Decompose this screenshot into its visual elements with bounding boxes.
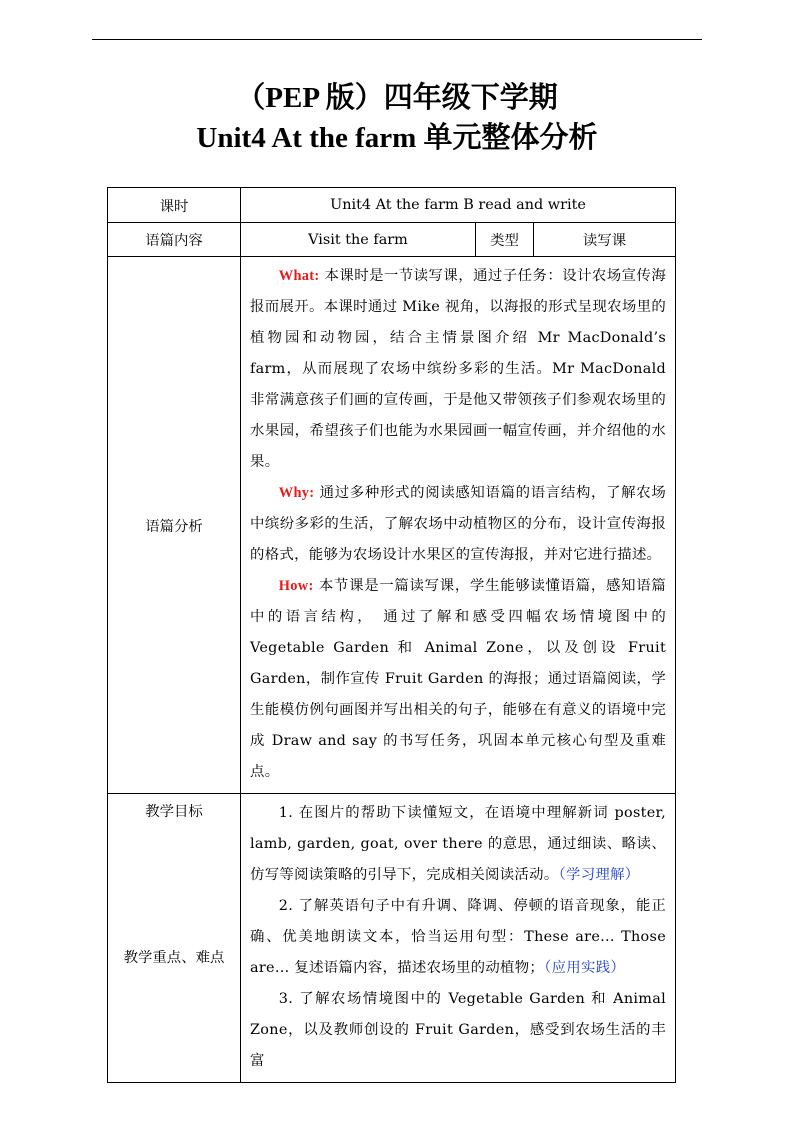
goals-labels <box>108 794 241 1083</box>
table-row-goals <box>108 794 676 1083</box>
table-row-lesson <box>108 188 676 223</box>
analysis-table <box>107 187 676 1083</box>
goal-item-2 <box>250 891 666 984</box>
goal-item-2-tag: （应用实践） <box>544 960 626 976</box>
page-title-line2: Unit4 At the farm 单元整体分析 <box>196 122 598 154</box>
why-label: Why: <box>278 485 315 501</box>
why-paragraph <box>250 478 666 571</box>
analysis-content <box>241 257 676 794</box>
analysis-label: 语篇分析 <box>108 257 241 794</box>
text-content-value: Visit the farm <box>241 223 476 257</box>
type-value: 读写课 <box>534 223 676 257</box>
goal-item-2-text: 2. 了解英语句子中有升调、降调、停顿的语音现象，能正确、优美地朗读文本，恰当运用句型：These are... Those are... 复述语篇内容，描述农场里的动植物； <box>250 898 667 976</box>
why-text: 通过多种形式的阅读感知语篇的语言结构，了解农场中缤纷多彩的生活，了解农场中动植物区的分布，设计宣传海报的格式，能够为农场设计水果区的宣传海报，并对它进行描述。 <box>250 485 667 563</box>
text-content-label: 语篇内容 <box>108 223 241 257</box>
type-label: 类型 <box>476 223 534 257</box>
page-title-line1: （PEP 版）四年级下学期 <box>236 82 558 114</box>
goal-item-1 <box>250 798 666 891</box>
goal-item-3 <box>250 984 666 1077</box>
goals-label: 教学目标 <box>145 804 203 820</box>
what-text: 本课时是一节读写课，通过子任务：设计农场宣传海报而展开。本课时通过 Mike 视角，以海报的形式呈现农场里的植物园和动物园，结合主情景图介绍 Mr MacDonald’s farm，从而展现了农场中缤纷多彩的生活。Mr MacDonald 非常满意孩子们画的宣传画，于是他又带领孩子们参观农场里的水果园，希望孩子们也能为水果园画一幅宣传画，并介绍他的水果。 <box>250 268 667 470</box>
table-row-analysis <box>108 257 676 794</box>
how-text: 本节课是一篇读写课，学生能够读懂语篇，感知语篇中的语言结构， 通过了解和感受四幅农场情境图中的 Vegetable Garden 和 Animal Zone，以及创设 Fruit Garden，制作宣传 Fruit Garden 的海报；通过语篇阅读，学生能模仿例句画图并写出相关的句子，能够在有意义的语境中完成 Draw and say 的书写任务，巩固本单元核心句型及重难点。 <box>250 578 667 780</box>
goal-item-3-text: 3. 了解农场情境图中的 Vegetable Garden 和 Animal Zone，以及教师创设的 Fruit Garden，感受到农场生活的丰富 <box>250 991 667 1069</box>
goal-item-1-tag: （学习理解） <box>558 867 640 883</box>
lesson-label: 课时 <box>108 188 241 223</box>
how-paragraph <box>250 571 666 788</box>
goals-content <box>241 794 676 1083</box>
how-label: How: <box>278 578 314 594</box>
keypoints-label: 教学重点、难点 <box>123 950 225 966</box>
header-rule <box>92 39 702 40</box>
table-row-text-content <box>108 223 676 257</box>
what-paragraph <box>250 261 666 478</box>
what-label: What: <box>278 268 320 284</box>
lesson-value: Unit4 At the farm B read and write <box>241 188 676 223</box>
goal-item-1-text: 1. 在图片的帮助下读懂短文，在语境中理解新词 poster, lamb, garden, goat, over there 的意思，通过细读、略读、仿写等阅读策略的引导下，完成相关阅读活动。 <box>250 805 667 883</box>
